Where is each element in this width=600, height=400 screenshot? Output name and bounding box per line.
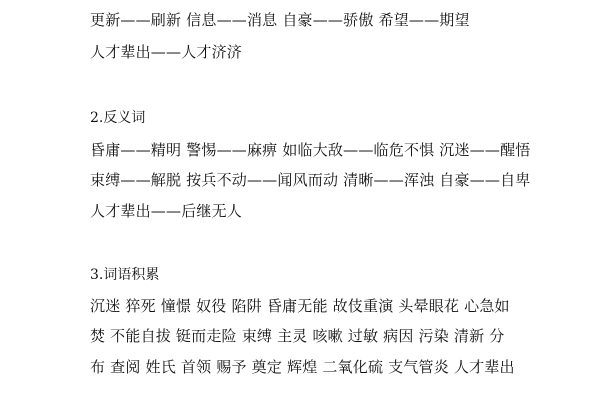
synonym-line-1: 更新——刷新 信息——消息 自豪——骄傲 希望——期望 xyxy=(90,11,470,29)
antonym-line-3: 人才辈出——后继无人 xyxy=(90,202,243,220)
vocabulary-line-1: 沉迷 猝死 憧憬 奴役 陷阱 昏庸无能 故伎重演 头晕眼花 心急如 xyxy=(90,297,510,315)
antonym-line-2: 束缚——解脱 按兵不动——闻风而动 清晰——浑浊 自豪——自卑 xyxy=(90,171,531,189)
antonym-line-1: 昏庸——精明 警惕——麻痹 如临大敌——临危不惧 沉迷——醒悟 xyxy=(90,141,531,159)
synonym-line-2: 人才辈出——人才济济 xyxy=(90,43,243,61)
vocabulary-line-2: 焚 不能自拔 铤而走险 束缚 主灵 咳嗽 过敏 病因 污染 清新 分 xyxy=(90,327,505,345)
vocabulary-line-3: 布 查阅 姓氏 首领 赐予 奠定 辉煌 二氧化硫 支气管炎 人才辈出 xyxy=(90,358,515,376)
antonyms-heading: 2.反义词 xyxy=(90,110,146,126)
vocabulary-heading: 3.词语积累 xyxy=(90,267,160,283)
